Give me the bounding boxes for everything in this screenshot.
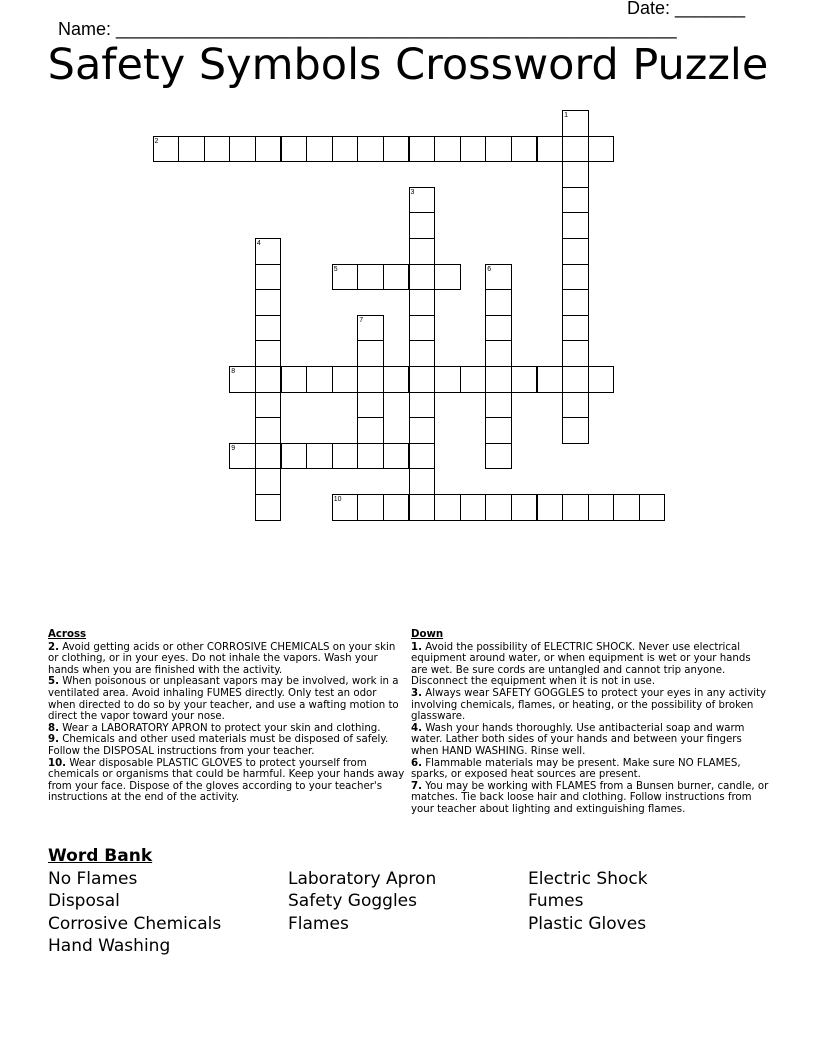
crossword-cell[interactable] (306, 443, 333, 470)
crossword-cell[interactable] (204, 136, 231, 163)
crossword-cell[interactable] (409, 315, 436, 342)
crossword-cell[interactable] (511, 366, 538, 393)
clue-number: 2 (154, 137, 159, 145)
crossword-cell[interactable] (229, 366, 256, 393)
crossword-cell[interactable] (255, 264, 282, 291)
crossword-cell[interactable] (588, 136, 615, 163)
crossword-cell[interactable] (562, 264, 589, 291)
crossword-cell[interactable] (255, 289, 282, 316)
crossword-cell[interactable] (409, 417, 436, 444)
clue-number: 8 (231, 368, 236, 375)
word-bank-item: Fumes (528, 891, 584, 912)
word-bank-item: Disposal (48, 891, 120, 912)
crossword-cell[interactable] (306, 366, 333, 393)
word-bank (48, 845, 768, 958)
crossword-cell[interactable] (562, 289, 589, 316)
crossword-cell[interactable] (332, 494, 359, 521)
crossword-cell[interactable] (383, 366, 410, 393)
crossword-cell[interactable] (357, 315, 384, 342)
crossword-cell[interactable] (537, 494, 564, 521)
crossword-cell[interactable] (255, 443, 282, 470)
crossword-cell[interactable] (485, 494, 512, 521)
word-bank-item: Corrosive Chemicals (48, 913, 222, 934)
crossword-cell[interactable] (383, 494, 410, 521)
crossword-cell[interactable] (409, 212, 436, 239)
crossword-cell[interactable] (153, 136, 180, 163)
crossword-cell[interactable] (281, 136, 308, 163)
crossword-cell[interactable] (562, 340, 589, 367)
crossword-cell[interactable] (332, 264, 359, 291)
crossword-cell[interactable] (562, 187, 589, 214)
clue-number: 1 (564, 112, 568, 119)
crossword-cell[interactable] (281, 443, 308, 470)
crossword-cell[interactable] (409, 264, 436, 291)
word-bank-item: Plastic Gloves (528, 913, 647, 934)
down-heading: Down (411, 629, 444, 640)
crossword-cell[interactable] (562, 110, 589, 137)
crossword-cell[interactable] (357, 417, 384, 444)
crossword-cell[interactable] (383, 136, 410, 163)
name-line[interactable]: Name: ________________________________________________________ (58, 19, 677, 39)
down-clues (411, 629, 769, 816)
crossword-cell[interactable] (409, 392, 436, 419)
crossword-cell[interactable] (357, 340, 384, 367)
word-bank-item: No Flames (48, 868, 138, 889)
crossword-cell[interactable] (562, 238, 589, 265)
crossword-cell[interactable] (562, 494, 589, 521)
crossword-cell[interactable] (485, 392, 512, 419)
crossword-cell[interactable] (588, 494, 615, 521)
crossword-cell[interactable] (357, 136, 384, 163)
crossword-cell[interactable] (537, 136, 564, 163)
word-bank-item: Flames (288, 913, 349, 934)
crossword-cell[interactable] (357, 392, 384, 419)
crossword-cell[interactable] (434, 136, 461, 163)
crossword-cell[interactable] (460, 136, 487, 163)
crossword-cell[interactable] (562, 366, 589, 393)
clue-across-8: 8. Wear a LABORATORY APRON to protect your skin and clothing. (48, 722, 381, 734)
page-title: Safety Symbols Crossword Puzzle (47, 40, 769, 90)
crossword-cell[interactable] (255, 136, 282, 163)
crossword-cell[interactable] (485, 315, 512, 342)
clue-down-7: 7. You may be working with FLAMES from a Bunsen burner, candle, or matches. Tie back loose hair and clothing. Follow instructions from your teacher about lighting and extinguishing flames. (411, 780, 769, 815)
crossword-cell[interactable] (639, 494, 666, 521)
crossword-cell[interactable] (281, 366, 308, 393)
crossword-cell[interactable] (178, 136, 205, 163)
crossword-cell[interactable] (409, 494, 436, 521)
crossword-cell[interactable] (511, 494, 538, 521)
clue-number: 10 (333, 496, 342, 503)
crossword-cell[interactable] (357, 366, 384, 393)
crossword-cell[interactable] (588, 366, 615, 393)
crossword-cell[interactable] (409, 136, 436, 163)
crossword-cell[interactable] (434, 264, 461, 291)
date-line[interactable]: Date: _______ (627, 0, 746, 18)
crossword-cell[interactable] (409, 340, 436, 367)
crossword-cell[interactable] (255, 494, 282, 521)
word-bank-column (288, 868, 528, 958)
crossword-cell[interactable] (409, 443, 436, 470)
crossword-cell[interactable] (255, 366, 282, 393)
crossword-cell[interactable] (460, 494, 487, 521)
crossword-cell[interactable] (255, 468, 282, 495)
crossword-cell[interactable] (562, 417, 589, 444)
clue-number: 5 (333, 265, 338, 273)
clue-number: 4 (256, 240, 261, 247)
clue-down-4: 4. Wash your hands thoroughly. Use antibacterial soap and warm water. Lather both sides of your hands and between your fingers when HAND WASHING. Rinse well. (411, 722, 745, 757)
crossword-cell[interactable] (255, 238, 282, 265)
crossword-cell[interactable] (511, 136, 538, 163)
word-bank-item: Safety Goggles (288, 891, 417, 912)
clue-number: 7 (359, 316, 364, 324)
clue-across-10: 10. Wear disposable PLASTIC GLOVES to protect yourself from chemicals or organisms that could be harmful. Keep your hands away from your face. Dispose of the gloves according to your teacher's instructions at the end of the activity. (48, 757, 405, 804)
crossword-cell[interactable] (485, 264, 512, 291)
crossword-cell[interactable] (255, 417, 282, 444)
crossword-cell[interactable] (562, 212, 589, 239)
crossword-cell[interactable] (409, 289, 436, 316)
crossword-cell[interactable] (332, 136, 359, 163)
crossword-cell[interactable] (562, 136, 589, 163)
crossword-cell[interactable] (255, 315, 282, 342)
clue-number: 3 (410, 188, 415, 196)
clue-number: 6 (487, 265, 492, 273)
crossword-cell[interactable] (485, 289, 512, 316)
clue-number: 9 (231, 444, 236, 452)
crossword-cell[interactable] (332, 366, 359, 393)
crossword-cell[interactable] (434, 366, 461, 393)
clue-across-9: 9. Chemicals and other used materials must be disposed of safely. Follow the DISPOSAL instructions from your teacher. (48, 734, 389, 757)
crossword-cell[interactable] (229, 443, 256, 470)
clue-down-6: 6. Flammable materials may be present. Make sure NO FLAMES, sparks, or exposed heat sources are present. (411, 757, 741, 781)
crossword-cell[interactable] (460, 366, 487, 393)
crossword-cell[interactable] (613, 494, 640, 521)
clue-across-2: 2. Avoid getting acids or other CORROSIVE CHEMICALS on your skin or clothing, or in your eyes. Do not inhale the vapors. Wash your hands when you are finished with the activity. (48, 641, 396, 676)
crossword-cell[interactable] (485, 136, 512, 163)
clue-down-3: 3. Always wear SAFETY GOGGLES to protect your eyes in any activity involving chemicals, flames, or heating, or the possibility of broken glassware. (411, 687, 767, 723)
clue-down-1: 1. Avoid the possibility of ELECTRIC SHOCK. Never use electrical equipment around water, or when equipment is wet or your hands are wet. Be sure cords are untangled and cannot trip anyone. Disconnect the equipment when it is not in use. (411, 641, 751, 688)
crossword-cell[interactable] (255, 340, 282, 367)
crossword-cell[interactable] (383, 264, 410, 291)
across-heading: Across (48, 629, 87, 640)
across-clues (48, 629, 406, 804)
word-bank-item: Electric Shock (528, 868, 648, 889)
word-bank-item: Hand Washing (48, 936, 171, 957)
crossword-cell[interactable] (306, 136, 333, 163)
crossword-cell[interactable] (409, 366, 436, 393)
crossword-cell[interactable] (562, 161, 589, 188)
crossword-cell[interactable] (434, 494, 461, 521)
word-bank-column (48, 868, 288, 958)
crossword-cell[interactable] (485, 443, 512, 470)
word-bank-column (528, 868, 768, 958)
crossword-cell[interactable] (383, 443, 410, 470)
crossword-cell[interactable] (409, 187, 436, 214)
crossword-cell[interactable] (255, 392, 282, 419)
crossword-cell[interactable] (485, 366, 512, 393)
crossword-cell[interactable] (409, 468, 436, 495)
crossword-cell[interactable] (562, 315, 589, 342)
clue-across-5: 5. When poisonous or unpleasant vapors may be involved, work in a ventilated area. Avoid inhaling FUMES directly. Only test an odor when directed to do so by your teacher, and use a wafting motion to direct the vapor toward your nose. (48, 676, 399, 723)
word-bank-title: Word Bank (48, 846, 153, 866)
crossword-cell[interactable] (357, 264, 384, 291)
crossword-cell[interactable] (357, 443, 384, 470)
crossword-cell[interactable] (537, 366, 564, 393)
word-bank-item: Laboratory Apron (288, 868, 437, 889)
crossword-cell[interactable] (409, 238, 436, 265)
crossword-cell[interactable] (357, 494, 384, 521)
crossword-cell[interactable] (229, 136, 256, 163)
crossword-cell[interactable] (562, 392, 589, 419)
crossword-cell[interactable] (485, 417, 512, 444)
crossword-cell[interactable] (332, 443, 359, 470)
crossword-cell[interactable] (485, 340, 512, 367)
